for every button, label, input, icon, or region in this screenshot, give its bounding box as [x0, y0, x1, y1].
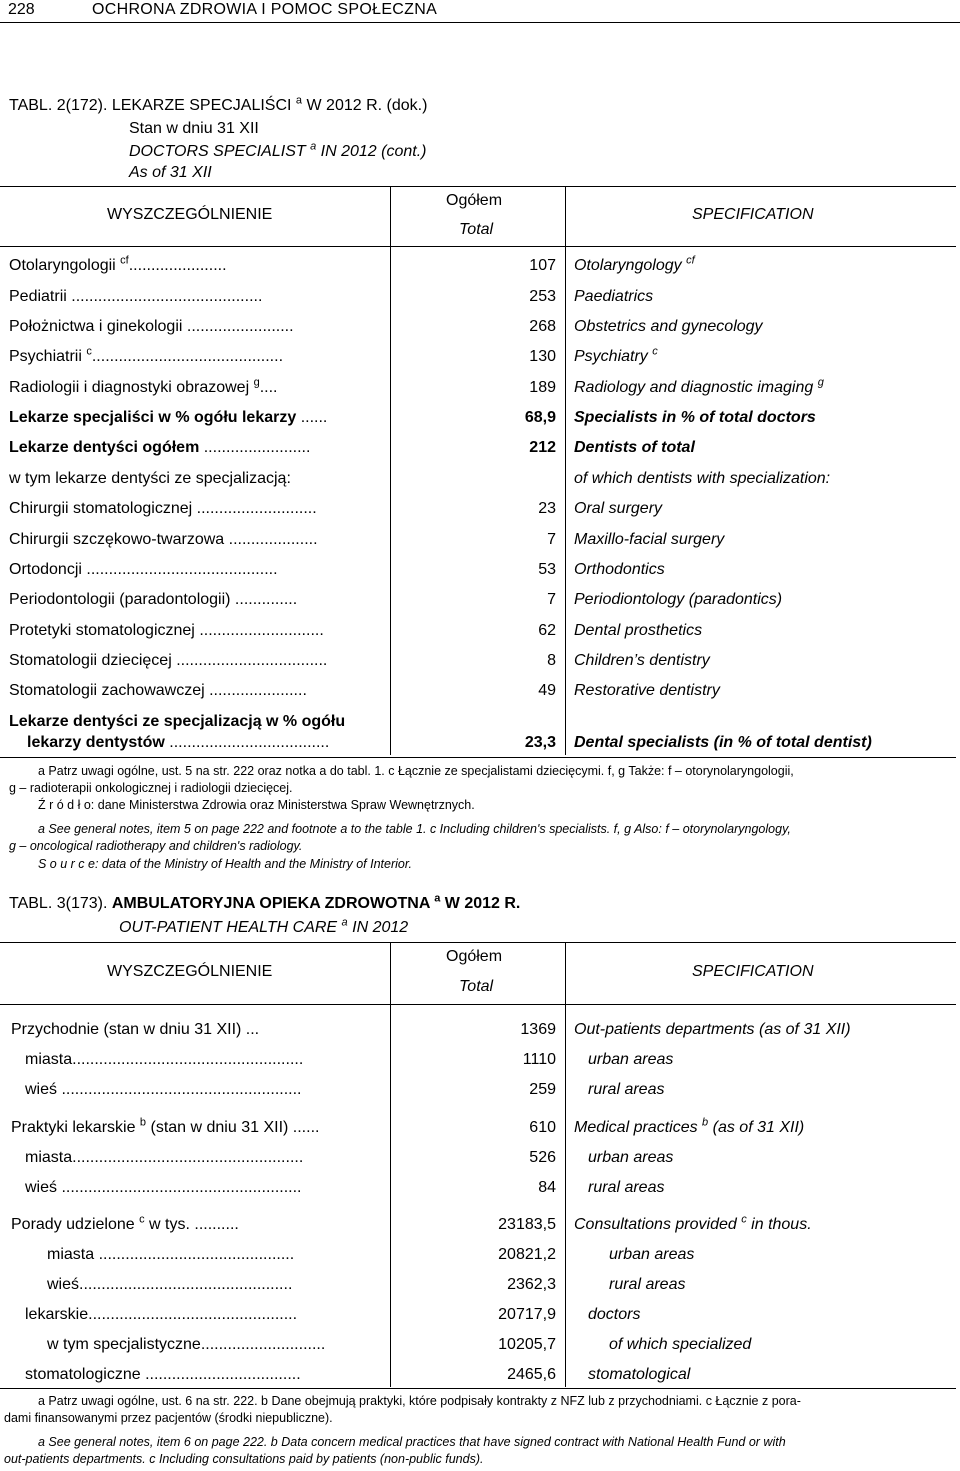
table-row — [0, 439, 960, 469]
row-label-en — [574, 1116, 805, 1137]
row-label-en-sup: g — [817, 376, 824, 389]
table-row — [0, 1179, 960, 1209]
row-label-en-text: rural areas — [588, 1081, 665, 1098]
table2-last-row-label-2-text: lekarzy dentystów — [27, 734, 170, 751]
row-value: 53 — [538, 561, 556, 578]
row-label-en — [588, 1081, 664, 1099]
row-value: 253 — [529, 288, 556, 305]
row-label-en-text: Psychiatry — [574, 348, 653, 365]
row-label-pl — [9, 254, 227, 275]
row-label-en-text: Paediatrics — [574, 288, 654, 305]
row-label-en — [574, 500, 662, 518]
table3-header-divider-right — [565, 942, 566, 1004]
row-label-en-tail: (as of 31 XII) — [708, 1119, 805, 1136]
row-label-pl — [9, 652, 327, 670]
row-leader-dots: ................................... — [145, 1366, 301, 1383]
table2-note-en-1: a See general notes, item 5 on page 222 and footnote a to the table 1. c Including children's specialists. f, g Also: f – otorynolaryngology, — [38, 822, 791, 836]
row-label-en-text: Dentists of total — [574, 439, 695, 456]
row-label-en-text: Restorative dentistry — [574, 682, 720, 699]
row-label-en-text: rural areas — [588, 1179, 665, 1196]
table2-last-row-en: Dental specialists (in % of total dentist) — [574, 734, 872, 751]
table-row — [0, 1051, 960, 1081]
row-label-en — [574, 376, 824, 397]
row-leader-dots: ...... — [300, 409, 328, 426]
row-label-pl — [9, 561, 278, 579]
row-label-en-text: doctors — [588, 1306, 641, 1323]
row-label-en — [574, 1021, 851, 1039]
row-label-pl — [9, 318, 294, 336]
table3-note-pl-2: dami finansowanymi przez pacjentów (środki niepubliczne). — [4, 1411, 333, 1425]
row-leader-dots: .... — [259, 379, 278, 396]
table-row — [0, 1336, 960, 1366]
row-value: 212 — [529, 439, 556, 456]
table3-note-pl-1: a Patrz uwagi ogólne, ust. 6 na str. 222. b Dane obejmują praktyki, które podpisały kontrakty z NFZ lub z przychodniami. c Łącznie z pora- — [38, 1394, 801, 1408]
row-label-en — [588, 1306, 640, 1324]
row-label-pl — [9, 682, 307, 700]
table3-title-tail: W 2012 R. — [440, 895, 521, 912]
row-label-pl-text: wieś — [25, 1081, 62, 1098]
row-label-pl — [9, 622, 324, 640]
row-label-pl — [9, 500, 317, 518]
page-header — [0, 0, 960, 23]
row-label-pl — [47, 1336, 325, 1354]
row-label-pl-text: miasta — [47, 1246, 99, 1263]
row-value: 7 — [547, 531, 556, 548]
table-row — [0, 1366, 960, 1396]
row-label-en-sup: c — [652, 345, 658, 358]
row-label-pl-text: wieś — [47, 1276, 80, 1293]
row-label-pl-text: Położnictwa i ginekologii — [9, 318, 187, 335]
table3-title-en — [119, 916, 409, 937]
row-label-en-text: Dental prosthetics — [574, 622, 703, 639]
table2-title-main: TABL. 2(172). LEKARZE SPECJALIŚCI — [9, 97, 296, 114]
row-label-en — [574, 254, 695, 275]
table-row — [0, 622, 960, 652]
table2-note-pl-1: a Patrz uwagi ogólne, ust. 5 na str. 222 oraz notka a do tabl. 1. c Łącznie ze specjalistami dziecięcymi. f, g Także: f – otorynolaryngologii, — [38, 764, 794, 778]
row-label-en — [574, 288, 653, 306]
row-label-pl — [47, 1246, 294, 1264]
row-label-pl-text: miasta — [25, 1051, 73, 1068]
table3-col-total-pl: Ogółem — [446, 948, 503, 965]
row-label-pl-text: Radiologii i diagnostyki obrazowej — [9, 379, 254, 396]
row-leader-dots: .............. — [234, 591, 298, 608]
row-value: 20717,9 — [498, 1306, 556, 1323]
row-label-pl — [25, 1306, 297, 1324]
row-label-pl — [9, 409, 327, 427]
row-label-en-text: Medical practices — [574, 1119, 703, 1136]
table-row — [0, 1081, 960, 1111]
row-label-en — [574, 561, 665, 579]
row-label-pl-text: Pediatrii — [9, 288, 72, 305]
table3-header-rule — [0, 1004, 956, 1005]
row-leader-dots: ........................................... — [71, 288, 263, 305]
table-row — [0, 376, 960, 409]
row-label-pl — [9, 531, 318, 549]
row-label-pl — [25, 1051, 303, 1069]
table3-title-en-sup: a — [341, 916, 348, 929]
table-row — [0, 1021, 960, 1051]
row-leader-dots: ........................... — [196, 500, 317, 517]
row-label-pl — [25, 1366, 301, 1384]
row-label-pl-text: Chirurgii stomatologicznej — [9, 500, 197, 517]
row-label-en-text: Children’s dentistry — [574, 652, 710, 669]
table3-col-en: SPECIFICATION — [692, 963, 814, 980]
row-label-en-text: urban areas — [588, 1051, 674, 1068]
table-row — [0, 470, 960, 500]
table-row — [0, 1116, 960, 1149]
table2-last-row-label-2 — [27, 734, 329, 752]
table3-title — [9, 892, 521, 913]
row-value: 1110 — [522, 1051, 556, 1068]
table2-note-pl-3: Ź r ó d ł o: dane Ministerstwa Zdrowia oraz Ministerstwa Spraw Wewnętrznych. — [38, 798, 475, 812]
row-label-en-sup: c — [741, 1213, 747, 1226]
row-value: 259 — [529, 1081, 556, 1098]
row-label-en-text: Otolaryngology — [574, 257, 687, 274]
row-value: 268 — [529, 318, 556, 335]
row-label-en — [609, 1336, 751, 1354]
table2-last-row-dots: .................................... — [169, 734, 330, 751]
table2-bottom-rule — [0, 757, 956, 758]
row-label-pl-sup: c — [139, 1213, 145, 1226]
table2-header-divider-left — [390, 186, 391, 246]
row-value: 84 — [538, 1179, 556, 1196]
row-label-en — [574, 622, 702, 640]
row-label-pl-text: Lekarze dentyści ogółem — [9, 439, 204, 456]
row-label-en — [574, 682, 720, 700]
table-row — [0, 531, 960, 561]
row-label-pl-text: Protetyki stomatologicznej — [9, 622, 200, 639]
row-value: 107 — [529, 257, 556, 274]
row-label-pl-text: Otolaryngologii — [9, 257, 121, 274]
row-label-pl-text: Periodontologii (paradontologii) — [9, 591, 235, 608]
table2-last-row-label-1: Lekarze dentyści ze specjalizacją w % ogółu — [9, 713, 346, 730]
row-label-en-text: Obstetrics and gynecology — [574, 318, 763, 335]
row-label-pl — [25, 1179, 302, 1197]
row-label-pl-text: Stomatologii dziecięcej — [9, 652, 177, 669]
table3-header-divider-left — [390, 942, 391, 1004]
table-row — [0, 561, 960, 591]
row-label-en-text: Out-patients departments (as of 31 XII) — [574, 1021, 851, 1038]
row-label-en — [574, 318, 763, 336]
row-label-pl — [9, 439, 310, 457]
table-row — [0, 1276, 960, 1306]
row-leader-dots: ........................ — [186, 318, 294, 335]
row-label-en — [588, 1179, 664, 1197]
table-row — [0, 500, 960, 530]
row-label-en — [574, 439, 695, 457]
row-label-pl-sup: b — [139, 1116, 147, 1129]
table3-title-en-main: OUT-PATIENT HEALTH CARE — [119, 919, 342, 936]
row-label-en — [574, 345, 658, 366]
table2-col-total-pl: Ogółem — [446, 192, 503, 209]
table-row — [0, 591, 960, 621]
table2-title-tail: W 2012 R. (dok.) — [302, 97, 428, 114]
table-row — [0, 288, 960, 318]
row-label-pl — [11, 1021, 259, 1039]
row-leader-dots: ...................................................... — [61, 1179, 302, 1196]
row-label-en-sup: b — [702, 1116, 709, 1129]
table2-col-pl: WYSZCZEGÓLNIENIE — [107, 206, 273, 223]
row-label-pl-text: stomatologiczne — [25, 1366, 146, 1383]
row-value: 23183,5 — [498, 1216, 556, 1233]
row-label-pl-text: Lekarze specjaliści w % ogółu lekarzy — [9, 409, 301, 426]
row-label-en — [609, 1276, 685, 1294]
row-label-pl — [11, 1116, 320, 1137]
row-value: 62 — [538, 622, 556, 639]
table-row — [0, 1149, 960, 1179]
row-value: 20821,2 — [498, 1246, 556, 1263]
row-label-pl-text: Porady udzielone — [11, 1216, 140, 1233]
row-value: 68,9 — [524, 409, 556, 426]
row-label-en-text: stomatological — [588, 1366, 691, 1383]
row-leader-dots: ............................................ — [98, 1246, 295, 1263]
table-row — [0, 318, 960, 348]
row-leader-dots: .................................................... — [72, 1149, 304, 1166]
table2-header-rule — [0, 246, 956, 247]
table3-title-sup: a — [434, 892, 441, 905]
row-label-pl-sup: g — [253, 376, 260, 389]
table-row — [0, 1213, 960, 1246]
table-row — [0, 409, 960, 439]
row-value: 23 — [538, 500, 556, 517]
row-label-pl-tail: (stan w dniu 31 XII) — [146, 1119, 293, 1136]
row-leader-dots: ............................ — [199, 622, 324, 639]
table3-col-total-en: Total — [459, 978, 494, 995]
row-label-pl — [9, 591, 297, 609]
table3-note-en-2: out-patients departments. c Including consultations paid by patients (non-public funds). — [4, 1452, 484, 1466]
row-value: 610 — [529, 1119, 556, 1136]
row-leader-dots: ............................................... — [88, 1306, 298, 1323]
row-value: 2465,6 — [507, 1366, 556, 1383]
row-label-pl — [25, 1081, 302, 1099]
table2-title-en-sup: a — [310, 140, 317, 153]
row-label-en — [574, 409, 816, 427]
row-label-en-text: Periodiontology (paradontics) — [574, 591, 783, 608]
row-label-en-text: rural areas — [609, 1276, 686, 1293]
row-label-en-text: Oral surgery — [574, 500, 663, 517]
table2-note-en-2: g – oncological radiotherapy and children's radiology. — [9, 839, 303, 853]
row-leader-dots: .................... — [228, 531, 318, 548]
table2-title-en-tail: IN 2012 (cont.) — [316, 143, 427, 160]
row-label-en — [574, 470, 830, 488]
table3-col-pl: WYSZCZEGÓLNIENIE — [107, 963, 273, 980]
row-label-en-tail: in thous. — [746, 1216, 812, 1233]
table3-bottom-rule — [0, 1388, 956, 1389]
row-value: 526 — [529, 1149, 556, 1166]
table-row — [0, 345, 960, 378]
table2-col-total-en: Total — [459, 221, 494, 238]
row-value: 130 — [529, 348, 556, 365]
row-label-en-text: urban areas — [609, 1246, 695, 1263]
row-value: 49 — [538, 682, 556, 699]
table-row — [0, 682, 960, 712]
row-label-en — [574, 1213, 812, 1234]
row-label-en — [588, 1149, 673, 1167]
row-label-pl — [25, 1149, 303, 1167]
table2-subtitle-en: As of 31 XII — [129, 164, 212, 181]
row-value: 7 — [547, 591, 556, 608]
row-leader-dots: ...... — [292, 1119, 320, 1136]
row-leader-dots: ........................................... — [91, 348, 284, 365]
table2-top-rule — [0, 186, 956, 187]
running-title: OCHRONA ZDROWIA I POMOC SPOŁECZNA — [92, 1, 438, 18]
row-label-pl-text: w tym lekarze dentyści ze specjalizacją: — [9, 470, 291, 487]
row-label-pl-text: Stomatologii zachowawczej — [9, 682, 210, 699]
row-label-pl-tail: w tys. — [144, 1216, 195, 1233]
row-label-en-text: Consultations provided — [574, 1216, 742, 1233]
table-row — [0, 1306, 960, 1336]
table-row — [0, 652, 960, 682]
row-leader-dots: ................................................ — [79, 1276, 293, 1293]
table-row — [0, 254, 960, 287]
row-label-en-text: of which dentists with specialization: — [574, 470, 831, 487]
row-leader-dots: ...................... — [209, 682, 307, 699]
row-label-pl-text: Psychiatrii — [9, 348, 87, 365]
table2-title — [9, 94, 428, 115]
table3-title-main: AMBULATORYJNA OPIEKA ZDROWOTNA — [111, 895, 435, 912]
table3-title-number: TABL. 3(173). — [9, 895, 112, 912]
row-leader-dots: ...................... — [128, 257, 227, 274]
row-label-pl — [9, 345, 284, 366]
row-value: 10205,7 — [498, 1336, 556, 1353]
row-label-pl-text: miasta — [25, 1149, 73, 1166]
row-leader-dots: .................................................... — [72, 1051, 304, 1068]
table2-header-divider-right — [565, 186, 566, 246]
row-label-pl-text: w tym specjalistyczne — [47, 1336, 201, 1353]
row-leader-dots: ............................ — [200, 1336, 326, 1353]
row-label-pl-sup: cf — [120, 254, 129, 267]
row-label-en-text: Specialists in % of total doctors — [574, 409, 816, 426]
row-label-pl-text: wieś — [25, 1179, 62, 1196]
row-label-pl-text: Chirurgii szczękowo-twarzowa — [9, 531, 229, 548]
row-label-en-sup: cf — [686, 254, 695, 267]
page-number: 228 — [8, 1, 35, 18]
row-label-en — [574, 531, 724, 549]
table2-title-sup: a — [295, 94, 303, 107]
row-leader-dots: .................................. — [176, 652, 328, 669]
row-leader-dots: ........................ — [203, 439, 311, 456]
row-label-pl — [47, 1276, 292, 1294]
row-label-pl — [11, 1213, 239, 1234]
table3-note-en-1: a See general notes, item 6 on page 222. b Data concern medical practices that have signed contract with National Health Fund or with — [38, 1435, 786, 1449]
row-label-pl-sup: c — [86, 345, 92, 358]
row-label-pl — [9, 470, 291, 488]
row-value: 8 — [547, 652, 556, 669]
row-value: 189 — [529, 379, 556, 396]
row-label-en — [588, 1366, 690, 1384]
row-label-en — [574, 591, 782, 609]
table-row — [0, 1246, 960, 1276]
row-value: 1369 — [520, 1021, 556, 1038]
table2-note-pl-2: g – radioterapii onkologicznej i radiologii dziecięcej. — [9, 781, 293, 795]
row-leader-dots: .......... — [194, 1216, 239, 1233]
row-label-pl-text: Ortodoncji — [9, 561, 87, 578]
table3-title-en-tail: IN 2012 — [347, 919, 409, 936]
row-label-pl — [9, 376, 278, 397]
row-label-en — [574, 652, 710, 670]
row-label-pl-text: Przychodnie (stan w dniu 31 XII) — [11, 1021, 246, 1038]
row-label-en-text: of which specialized — [609, 1336, 752, 1353]
row-label-pl-text: lekarskie — [25, 1306, 89, 1323]
table2-title-en — [129, 140, 427, 161]
row-label-en-text: urban areas — [588, 1149, 674, 1166]
row-leader-dots: ... — [245, 1021, 260, 1038]
row-leader-dots: ...................................................... — [61, 1081, 302, 1098]
row-label-pl — [9, 288, 262, 306]
table3-top-rule — [0, 942, 956, 943]
row-label-en — [609, 1246, 694, 1264]
row-value: 2362,3 — [507, 1276, 556, 1293]
row-label-en-text: Orthodontics — [574, 561, 665, 578]
row-label-en — [588, 1051, 673, 1069]
table2-subtitle: Stan w dniu 31 XII — [129, 120, 259, 137]
table2-col-en: SPECIFICATION — [692, 206, 814, 223]
row-label-en-text: Radiology and diagnostic imaging — [574, 379, 818, 396]
row-leader-dots: ........................................... — [86, 561, 278, 578]
table2-last-row-value: 23,3 — [524, 734, 556, 751]
row-label-pl-text: Praktyki lekarskie — [11, 1119, 140, 1136]
row-label-en-text: Maxillo-facial surgery — [574, 531, 725, 548]
table2-title-en-main: DOCTORS SPECIALIST — [129, 143, 311, 160]
table2-note-en-3: S o u r c e: data of the Ministry of Health and the Ministry of Interior. — [38, 857, 413, 871]
